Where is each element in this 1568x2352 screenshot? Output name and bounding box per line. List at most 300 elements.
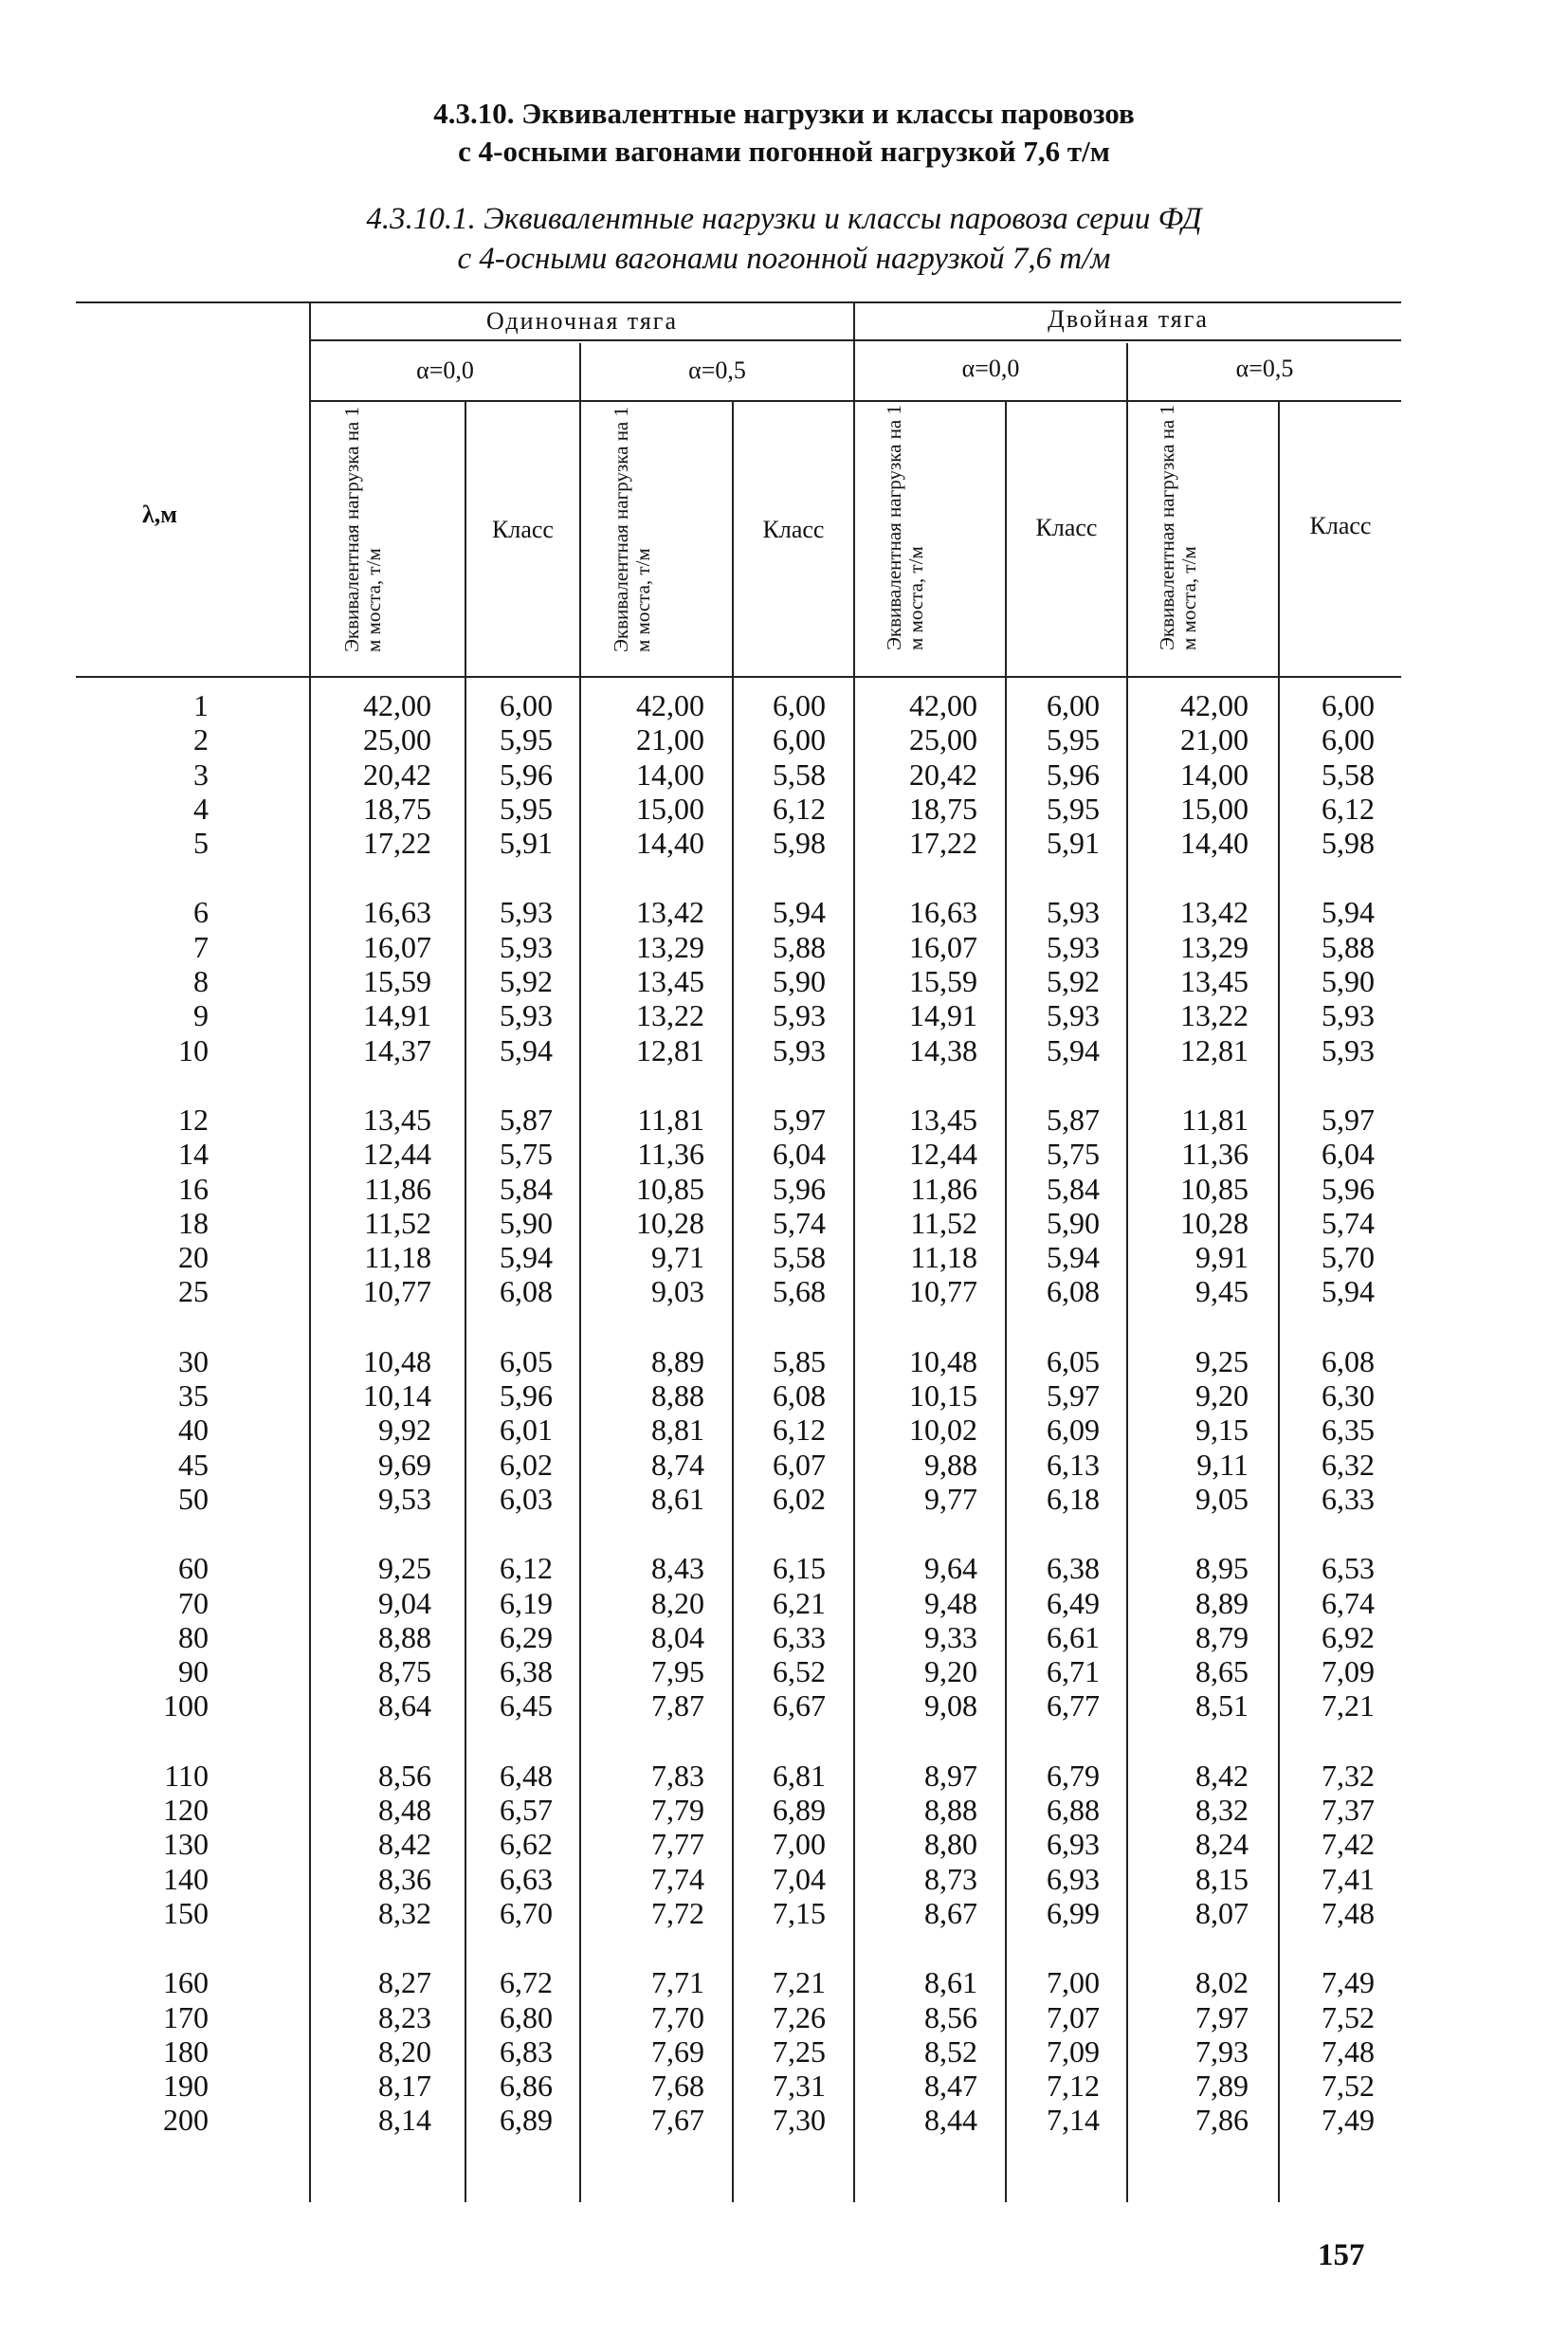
table-cell: 6,12 (500, 1551, 553, 1586)
table-cell: 5,97 (1047, 1378, 1100, 1413)
table-cell: 13,45 (1180, 964, 1249, 999)
table-cell: 8,44 (924, 2103, 977, 2138)
table-cell: 16,07 (909, 929, 977, 964)
lambda-cell: 110 (164, 1758, 209, 1793)
lambda-cell: 30 (178, 1343, 209, 1378)
table-cell: 11,18 (910, 1240, 977, 1275)
table-cell: 5,92 (500, 964, 553, 999)
lambda-cell: 160 (163, 1965, 209, 2000)
table-cell: 7,70 (651, 1999, 704, 2034)
row-group (401, 1965, 553, 2137)
lambda-cell: 35 (178, 1378, 209, 1413)
table-cell: 21,00 (636, 722, 704, 757)
table-cell: 5,93 (500, 998, 553, 1033)
table-cell: 10,77 (363, 1274, 431, 1309)
table-cell: 6,00 (1047, 688, 1100, 722)
table-cell: 18,75 (909, 791, 977, 826)
table-cell: 12,44 (363, 1137, 431, 1172)
table-cell: 5,90 (1322, 964, 1375, 999)
table-cell: 8,04 (651, 1619, 704, 1654)
row-group (57, 1344, 209, 1516)
table-cell: 6,15 (773, 1551, 826, 1586)
row-group (57, 895, 209, 1067)
class-header: Класс (762, 516, 825, 543)
table-cell: 8,88 (378, 1619, 431, 1654)
table-cell: 5,95 (1047, 722, 1100, 757)
lambda-cell: 7 (193, 929, 209, 964)
alpha-header: α=0,5 (1235, 355, 1294, 382)
row-group (948, 1965, 1100, 2137)
lambda-cell: 120 (163, 1793, 209, 1828)
table-cell: 7,09 (1322, 1654, 1375, 1689)
table-cell: 6,63 (500, 1861, 553, 1896)
table-cell: 6,80 (500, 1999, 553, 2034)
table-cell: 7,00 (773, 1827, 826, 1862)
table-cell: 8,52 (924, 2033, 977, 2069)
table-cell: 6,01 (500, 1413, 553, 1448)
table-cell: 6,38 (1047, 1551, 1100, 1586)
table-cell: 11,36 (637, 1137, 704, 1172)
table-cell: 10,28 (1180, 1205, 1249, 1240)
table-cell: 6,08 (500, 1274, 553, 1309)
row-group (401, 688, 553, 860)
row-group (1223, 1759, 1375, 1930)
section-title: 4.3.10. Эквивалентные нагрузки и классы паровозов с 4-осными вагонами погонной нагрузкой 7,6 т/м (433, 97, 1135, 168)
row-group (57, 1965, 209, 2137)
table-cell: 9,45 (1195, 1274, 1249, 1309)
alpha-header: α=0,5 (688, 356, 746, 384)
load-header: Эквивалентная нагрузка на 1 м моста, т/м (883, 404, 927, 650)
table-cell: 10,02 (909, 1413, 977, 1448)
table-cell: 7,30 (773, 2103, 826, 2138)
table-cell: 6,93 (1047, 1861, 1100, 1896)
table-cell: 5,75 (1047, 1137, 1100, 1172)
table-cell: 6,00 (1322, 722, 1375, 757)
table-cell: 5,84 (1047, 1171, 1100, 1206)
table-cell: 5,97 (1322, 1102, 1375, 1137)
table-cell: 5,95 (1047, 791, 1100, 826)
table-cell: 9,11 (1196, 1447, 1249, 1482)
table-cell: 8,67 (924, 1895, 977, 1930)
table-cell: 13,45 (909, 1102, 977, 1137)
lambda-cell: 180 (163, 2033, 209, 2069)
table-cell: 5,93 (1047, 998, 1100, 1033)
page-number: 157 (1318, 2238, 1365, 2272)
table-cell: 7,95 (651, 1654, 704, 1689)
table-cell: 14,91 (363, 998, 431, 1033)
table-cell: 7,14 (1047, 2103, 1100, 2138)
table-cell: 6,99 (1047, 1895, 1100, 1930)
table-cell: 9,33 (924, 1619, 977, 1654)
single-a05-class-column (674, 688, 826, 2173)
table-cell: 5,75 (500, 1137, 553, 1172)
table-cell: 21,00 (1180, 722, 1249, 757)
table-cell: 13,45 (363, 1102, 431, 1137)
table-cell: 13,29 (1180, 929, 1249, 964)
table-cell: 6,74 (1322, 1585, 1375, 1620)
row-group (401, 895, 553, 1067)
table-cell: 9,71 (651, 1240, 704, 1275)
table-cell: 20,42 (363, 757, 431, 792)
table-cell: 5,58 (773, 1240, 826, 1275)
table-cell: 7,26 (773, 1999, 826, 2034)
table-cell: 7,09 (1047, 2033, 1100, 2069)
lambda-cell: 12 (178, 1102, 209, 1137)
table-cell: 5,94 (773, 895, 826, 930)
table-cell: 6,83 (500, 2033, 553, 2069)
table-cell: 9,53 (378, 1481, 431, 1516)
table-cell: 8,95 (1195, 1551, 1249, 1586)
lambda-cell: 14 (178, 1137, 209, 1172)
table-cell: 9,64 (924, 1551, 977, 1586)
load-header: Эквивалентная нагрузка на 1 м моста, т/м (340, 406, 385, 652)
table-cell: 6,71 (1047, 1654, 1100, 1689)
table-cell: 8,73 (924, 1861, 977, 1896)
table-cell: 9,48 (924, 1585, 977, 1620)
table-cell: 8,88 (651, 1378, 704, 1413)
row-group (401, 1551, 553, 1723)
table-cell: 5,93 (1047, 929, 1100, 964)
table-cell: 5,91 (500, 826, 553, 861)
table-cell: 7,12 (1047, 2069, 1100, 2104)
table-cell: 9,77 (924, 1481, 977, 1516)
table-cell: 7,48 (1322, 1895, 1375, 1930)
table-cell: 6,35 (1322, 1413, 1375, 1448)
table-cell: 7,21 (1322, 1688, 1375, 1723)
table-cell: 42,00 (1180, 688, 1249, 722)
table-cell: 7,93 (1195, 2033, 1249, 2069)
row-group (948, 1551, 1100, 1723)
table-cell: 5,92 (1047, 964, 1100, 999)
table-cell: 6,08 (1322, 1343, 1375, 1378)
table-cell: 5,95 (500, 791, 553, 826)
table-cell: 5,94 (1322, 1274, 1375, 1309)
class-header: Класс (1309, 512, 1372, 539)
table-cell: 8,61 (924, 1965, 977, 2000)
table-cell: 7,07 (1047, 1999, 1100, 2034)
table-cell: 6,03 (500, 1481, 553, 1516)
lambda-cell: 50 (178, 1481, 209, 1516)
lambda-cell: 1 (193, 688, 209, 722)
lambda-cell: 200 (163, 2103, 209, 2138)
lambda-cell: 45 (178, 1447, 209, 1482)
table-cell: 9,25 (1195, 1343, 1249, 1378)
table-cell: 5,58 (773, 757, 826, 792)
table-cell: 5,85 (773, 1343, 826, 1378)
table-cell: 8,36 (378, 1861, 431, 1896)
table-cell: 11,86 (364, 1171, 431, 1206)
table-cell: 9,05 (1195, 1481, 1249, 1516)
table-cell: 16,63 (909, 895, 977, 930)
table-cell: 13,42 (1180, 895, 1249, 930)
lambda-cell: 4 (193, 791, 209, 826)
table-cell: 14,38 (909, 1032, 977, 1067)
table-title: 4.3.10.1. Эквивалентные нагрузки и классы паровоза серии ФД с 4-осными вагонами погонной нагрузкой 7,6 т/м (366, 202, 1202, 276)
table-cell: 6,48 (500, 1758, 553, 1793)
table-cell: 7,83 (651, 1758, 704, 1793)
table-cell: 6,04 (1322, 1137, 1375, 1172)
table-cell: 5,93 (773, 998, 826, 1033)
lambda-cell: 40 (178, 1413, 209, 1448)
table-cell: 5,93 (1047, 895, 1100, 930)
table-cell: 8,07 (1195, 1895, 1249, 1930)
row-group (674, 688, 826, 860)
table-cell: 8,15 (1195, 1861, 1249, 1896)
lambda-cell: 90 (178, 1654, 209, 1689)
row-group (674, 895, 826, 1067)
table-cell: 18,75 (363, 791, 431, 826)
table-cell: 13,22 (636, 998, 704, 1033)
row-group (948, 1344, 1100, 1516)
table-cell: 5,74 (1322, 1205, 1375, 1240)
lambda-cell: 6 (193, 895, 209, 930)
table-cell: 8,89 (651, 1343, 704, 1378)
table-cell: 15,59 (363, 964, 431, 999)
double-a00-class-column (948, 688, 1100, 2173)
table-cell: 7,97 (1195, 1999, 1249, 2034)
table-cell: 11,36 (1181, 1137, 1249, 1172)
lambda-cell: 16 (178, 1171, 209, 1206)
lambda-cell: 170 (163, 1999, 209, 2034)
table-cell: 17,22 (909, 826, 977, 861)
row-group (1223, 1103, 1375, 1309)
table-cell: 9,91 (1195, 1240, 1249, 1275)
table-cell: 8,14 (378, 2103, 431, 2138)
row-group (674, 1344, 826, 1516)
table-cell: 5,74 (773, 1205, 826, 1240)
table-cell: 6,61 (1047, 1619, 1100, 1654)
table-cell: 6,12 (773, 1413, 826, 1448)
table-cell: 5,94 (500, 1032, 553, 1067)
lambda-cell: 18 (178, 1205, 209, 1240)
table-cell: 8,17 (378, 2069, 431, 2104)
table-cell: 5,87 (500, 1102, 553, 1137)
table-cell: 10,85 (636, 1171, 704, 1206)
table-cell: 8,74 (651, 1447, 704, 1482)
table-cell: 13,45 (636, 964, 704, 999)
table-cell: 14,00 (1180, 757, 1249, 792)
table-cell: 8,32 (378, 1895, 431, 1930)
table-cell: 7,32 (1322, 1758, 1375, 1793)
table-cell: 8,02 (1195, 1965, 1249, 2000)
table-cell: 5,91 (1047, 826, 1100, 861)
table-cell: 13,22 (1180, 998, 1249, 1033)
table-cell: 7,48 (1322, 2033, 1375, 2069)
table-cell: 5,84 (500, 1171, 553, 1206)
table-cell: 6,21 (773, 1585, 826, 1620)
table-cell: 10,15 (909, 1378, 977, 1413)
table-cell: 10,14 (363, 1378, 431, 1413)
table-cell: 5,95 (500, 722, 553, 757)
load-header: Эквивалентная нагрузка на 1 м моста, т/м (1156, 404, 1200, 650)
alpha-header: α=0,0 (416, 356, 474, 384)
table-cell: 20,42 (909, 757, 977, 792)
table-cell: 8,79 (1195, 1619, 1249, 1654)
table-cell: 5,88 (1322, 929, 1375, 964)
lambda-cell: 25 (178, 1274, 209, 1309)
table-cell: 5,93 (1322, 1032, 1375, 1067)
row-group (674, 1965, 826, 2137)
table-cell: 6,00 (773, 688, 826, 722)
table-cell: 7,71 (651, 1965, 704, 2000)
table-cell: 9,20 (924, 1654, 977, 1689)
row-group (401, 1344, 553, 1516)
table-cell: 7,15 (773, 1895, 826, 1930)
table-cell: 8,51 (1195, 1688, 1249, 1723)
table-cell: 6,45 (500, 1688, 553, 1723)
row-group (1223, 895, 1375, 1067)
table-cell: 9,88 (924, 1447, 977, 1482)
table-cell: 6,49 (1047, 1585, 1100, 1620)
lambda-cell: 10 (178, 1032, 209, 1067)
row-group (57, 1759, 209, 1930)
table-cell: 9,92 (378, 1413, 431, 1448)
table-cell: 8,42 (378, 1827, 431, 1862)
table-cell: 11,81 (1181, 1102, 1249, 1137)
table-cell: 8,24 (1195, 1827, 1249, 1862)
table-cell: 7,25 (773, 2033, 826, 2069)
table-cell: 15,59 (909, 964, 977, 999)
table-cell: 12,44 (909, 1137, 977, 1172)
table-cell: 42,00 (363, 688, 431, 722)
table-cell: 5,94 (1322, 895, 1375, 930)
table-cell: 10,48 (909, 1343, 977, 1378)
row-group (401, 1103, 553, 1309)
table-cell: 6,08 (1047, 1274, 1100, 1309)
table-cell: 8,56 (378, 1758, 431, 1793)
table-cell: 8,23 (378, 1999, 431, 2034)
table-cell: 5,96 (1047, 757, 1100, 792)
table-cell: 12,81 (636, 1032, 704, 1067)
table-cell: 6,72 (500, 1965, 553, 2000)
lambda-cell: 20 (178, 1240, 209, 1275)
table-cell: 7,00 (1047, 1965, 1100, 2000)
row-group (674, 1759, 826, 1930)
table-cell: 7,72 (651, 1895, 704, 1930)
table-cell: 8,56 (924, 1999, 977, 2034)
table-cell: 6,88 (1047, 1793, 1100, 1828)
table-cell: 11,86 (910, 1171, 977, 1206)
table-cell: 5,96 (1322, 1171, 1375, 1206)
table-cell: 17,22 (363, 826, 431, 861)
lambda-cell: 130 (163, 1827, 209, 1862)
lambda-header: λ,м (142, 501, 177, 528)
table-cell: 6,02 (773, 1481, 826, 1516)
table-cell: 6,70 (500, 1895, 553, 1930)
table-cell: 5,90 (500, 1205, 553, 1240)
table-cell: 9,20 (1195, 1378, 1249, 1413)
table-cell: 5,94 (500, 1240, 553, 1275)
table-cell: 11,81 (637, 1102, 704, 1137)
table-cell: 6,67 (773, 1688, 826, 1723)
table-cell: 7,52 (1322, 2069, 1375, 2104)
table-cell: 5,93 (773, 1032, 826, 1067)
table-cell: 10,77 (909, 1274, 977, 1309)
table-cell: 5,96 (500, 757, 553, 792)
table-cell: 6,32 (1322, 1447, 1375, 1482)
table-cell: 5,87 (1047, 1102, 1100, 1137)
table-cell: 5,97 (773, 1102, 826, 1137)
row-group (948, 895, 1100, 1067)
table-cell: 6,08 (773, 1378, 826, 1413)
table-cell: 14,40 (636, 826, 704, 861)
table-cell: 6,00 (1322, 688, 1375, 722)
table-cell: 7,69 (651, 2033, 704, 2069)
row-group (674, 1551, 826, 1723)
table-cell: 6,05 (500, 1343, 553, 1378)
lambda-cell: 5 (193, 826, 209, 861)
table-cell: 6,12 (1322, 791, 1375, 826)
table-cell: 9,25 (378, 1551, 431, 1586)
lambda-cell: 100 (163, 1688, 209, 1723)
table-cell: 8,43 (651, 1551, 704, 1586)
lambda-column (57, 688, 209, 2173)
table-cell: 7,87 (651, 1688, 704, 1723)
table-cell: 7,04 (773, 1861, 826, 1896)
lambda-cell: 3 (193, 757, 209, 792)
class-header: Класс (1035, 514, 1098, 541)
table-cell: 6,81 (773, 1758, 826, 1793)
class-header: Класс (492, 516, 554, 543)
table-cell: 10,85 (1180, 1171, 1249, 1206)
table-cell: 5,93 (500, 929, 553, 964)
table-cell: 14,00 (636, 757, 704, 792)
table-cell: 6,30 (1322, 1378, 1375, 1413)
table-cell: 7,31 (773, 2069, 826, 2104)
row-group (948, 1103, 1100, 1309)
table-cell: 13,29 (636, 929, 704, 964)
table-cell: 6,18 (1047, 1481, 1100, 1516)
row-group (674, 1103, 826, 1309)
group-header-single: Одиночная тяга (486, 307, 678, 335)
table-cell: 5,68 (773, 1274, 826, 1309)
lambda-cell: 9 (193, 998, 209, 1033)
table-cell: 6,33 (773, 1619, 826, 1654)
table-cell: 8,75 (378, 1654, 431, 1689)
table-cell: 6,13 (1047, 1447, 1100, 1482)
table-cell: 5,93 (500, 895, 553, 930)
table-cell: 8,42 (1195, 1758, 1249, 1793)
table-cell: 7,74 (651, 1861, 704, 1896)
table-cell: 42,00 (636, 688, 704, 722)
row-group (1223, 1551, 1375, 1723)
table-cell: 12,81 (1180, 1032, 1249, 1067)
table-cell: 5,90 (773, 964, 826, 999)
table-cell: 6,38 (500, 1654, 553, 1689)
table-cell: 9,69 (378, 1447, 431, 1482)
table-cell: 5,70 (1322, 1240, 1375, 1275)
table-cell: 7,68 (651, 2069, 704, 2104)
table-cell: 8,89 (1195, 1585, 1249, 1620)
table-cell: 6,33 (1322, 1481, 1375, 1516)
table-cell: 8,27 (378, 1965, 431, 2000)
load-table (76, 301, 1401, 2202)
table-cell: 9,04 (378, 1585, 431, 1620)
table-cell: 9,08 (924, 1688, 977, 1723)
table-cell: 42,00 (909, 688, 977, 722)
row-group (1223, 688, 1375, 860)
table-cell: 5,58 (1322, 757, 1375, 792)
table-cell: 16,63 (363, 895, 431, 930)
lambda-cell: 70 (178, 1585, 209, 1620)
table-cell: 6,79 (1047, 1758, 1100, 1793)
table-cell: 7,86 (1195, 2103, 1249, 2138)
row-group (1223, 1344, 1375, 1516)
table-cell: 7,21 (773, 1965, 826, 2000)
table-cell: 8,48 (378, 1793, 431, 1828)
table-cell: 5,88 (773, 929, 826, 964)
table-cell: 5,93 (1322, 998, 1375, 1033)
